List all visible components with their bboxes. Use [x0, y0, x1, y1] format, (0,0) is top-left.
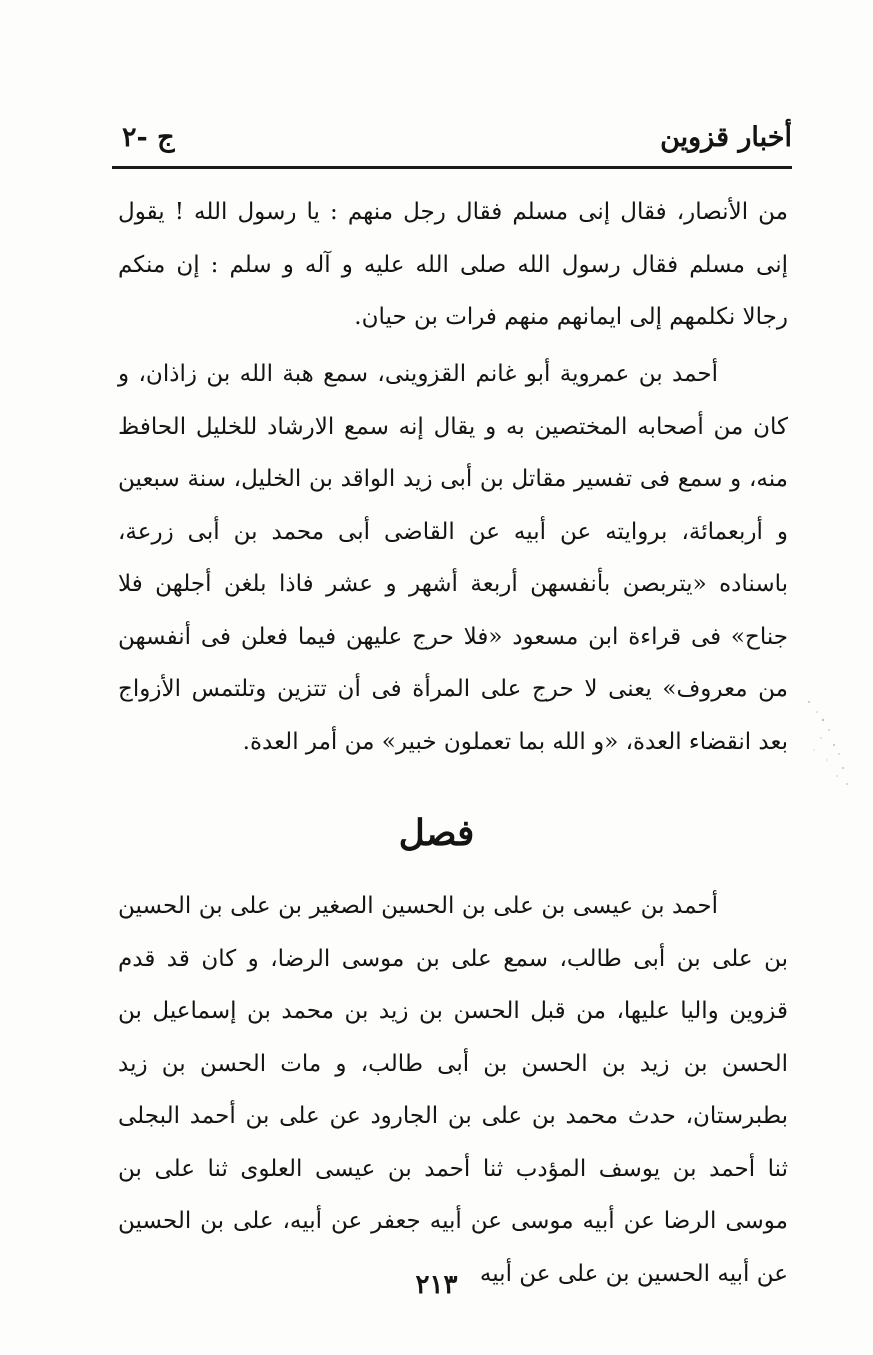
paragraph: أحمد بن عمروية أبو غانم القزوينى، سمع هبة الله بن زاذان، و كان من أصحابه المختصين به و يقال إنه سمع الارشاد للخليل الحافظ منه، و سمع فى تفسير مقاتل بن أبى زيد الواقد بن الخليل، سنة سبعين و أربعمائة، بروايته عن أبيه عن القاضى أبى محمد بن أبى زرعة، باسناده «يتربصن بأنفسهن أربعة أشهر و عشر فاذا بلغن أجلهن فلا جناح» فى قراءة ابن مسعود «فلا حرج عليهن فيما فعلن فى أنفسهن من معروف» يعنى لا حرج على المرأة فى أن تتزين وتلتمس الأزواج بعد انقضاء العدة، «و الله بما تعملون خبير» من أمر العدة. — [118, 361, 788, 755]
text-block-middle — [118, 348, 788, 768]
book-title: أخبار قزوين — [660, 122, 792, 153]
text-block-bottom — [118, 880, 788, 1300]
text-block-top — [118, 186, 788, 344]
volume-number: ج -٢ — [122, 122, 175, 153]
section-heading: فصل — [398, 812, 475, 854]
page-number: ٢١٣ — [415, 1270, 458, 1300]
header-divider — [112, 166, 792, 169]
running-header — [112, 118, 792, 164]
paragraph: من الأنصار، فقال إنى مسلم فقال رجل منهم : يا رسول الله ! يقول إنى مسلم فقال رسول الله صلى الله عليه و آله و سلم : إن منكم رجالا نكلمهم إلى ايمانهم منهم فرات بن حيان. — [118, 199, 789, 330]
scan-noise-mark — [799, 690, 859, 800]
paragraph: أحمد بن عيسى بن على بن الحسين الصغير بن على بن الحسين بن على بن أبى طالب، سمع على بن موسى الرضا، و كان قد قدم قزوين واليا عليها، من قبل الحسن بن زيد بن محمد بن إسماعيل بن الحسن بن زيد بن الحسن بن أبى طالب، و مات الحسن بن زيد بطبرستان، حدث محمد بن على بن الجارود عن على بن أحمد البجلى ثنا أحمد بن يوسف المؤدب ثنا أحمد بن عيسى العلوى ثنا على بن موسى الرضا عن أبيه موسى عن أبيه جعفر عن أبيه، على بن الحسين عن أبيه الحسين بن على عن أبيه — [118, 893, 788, 1287]
